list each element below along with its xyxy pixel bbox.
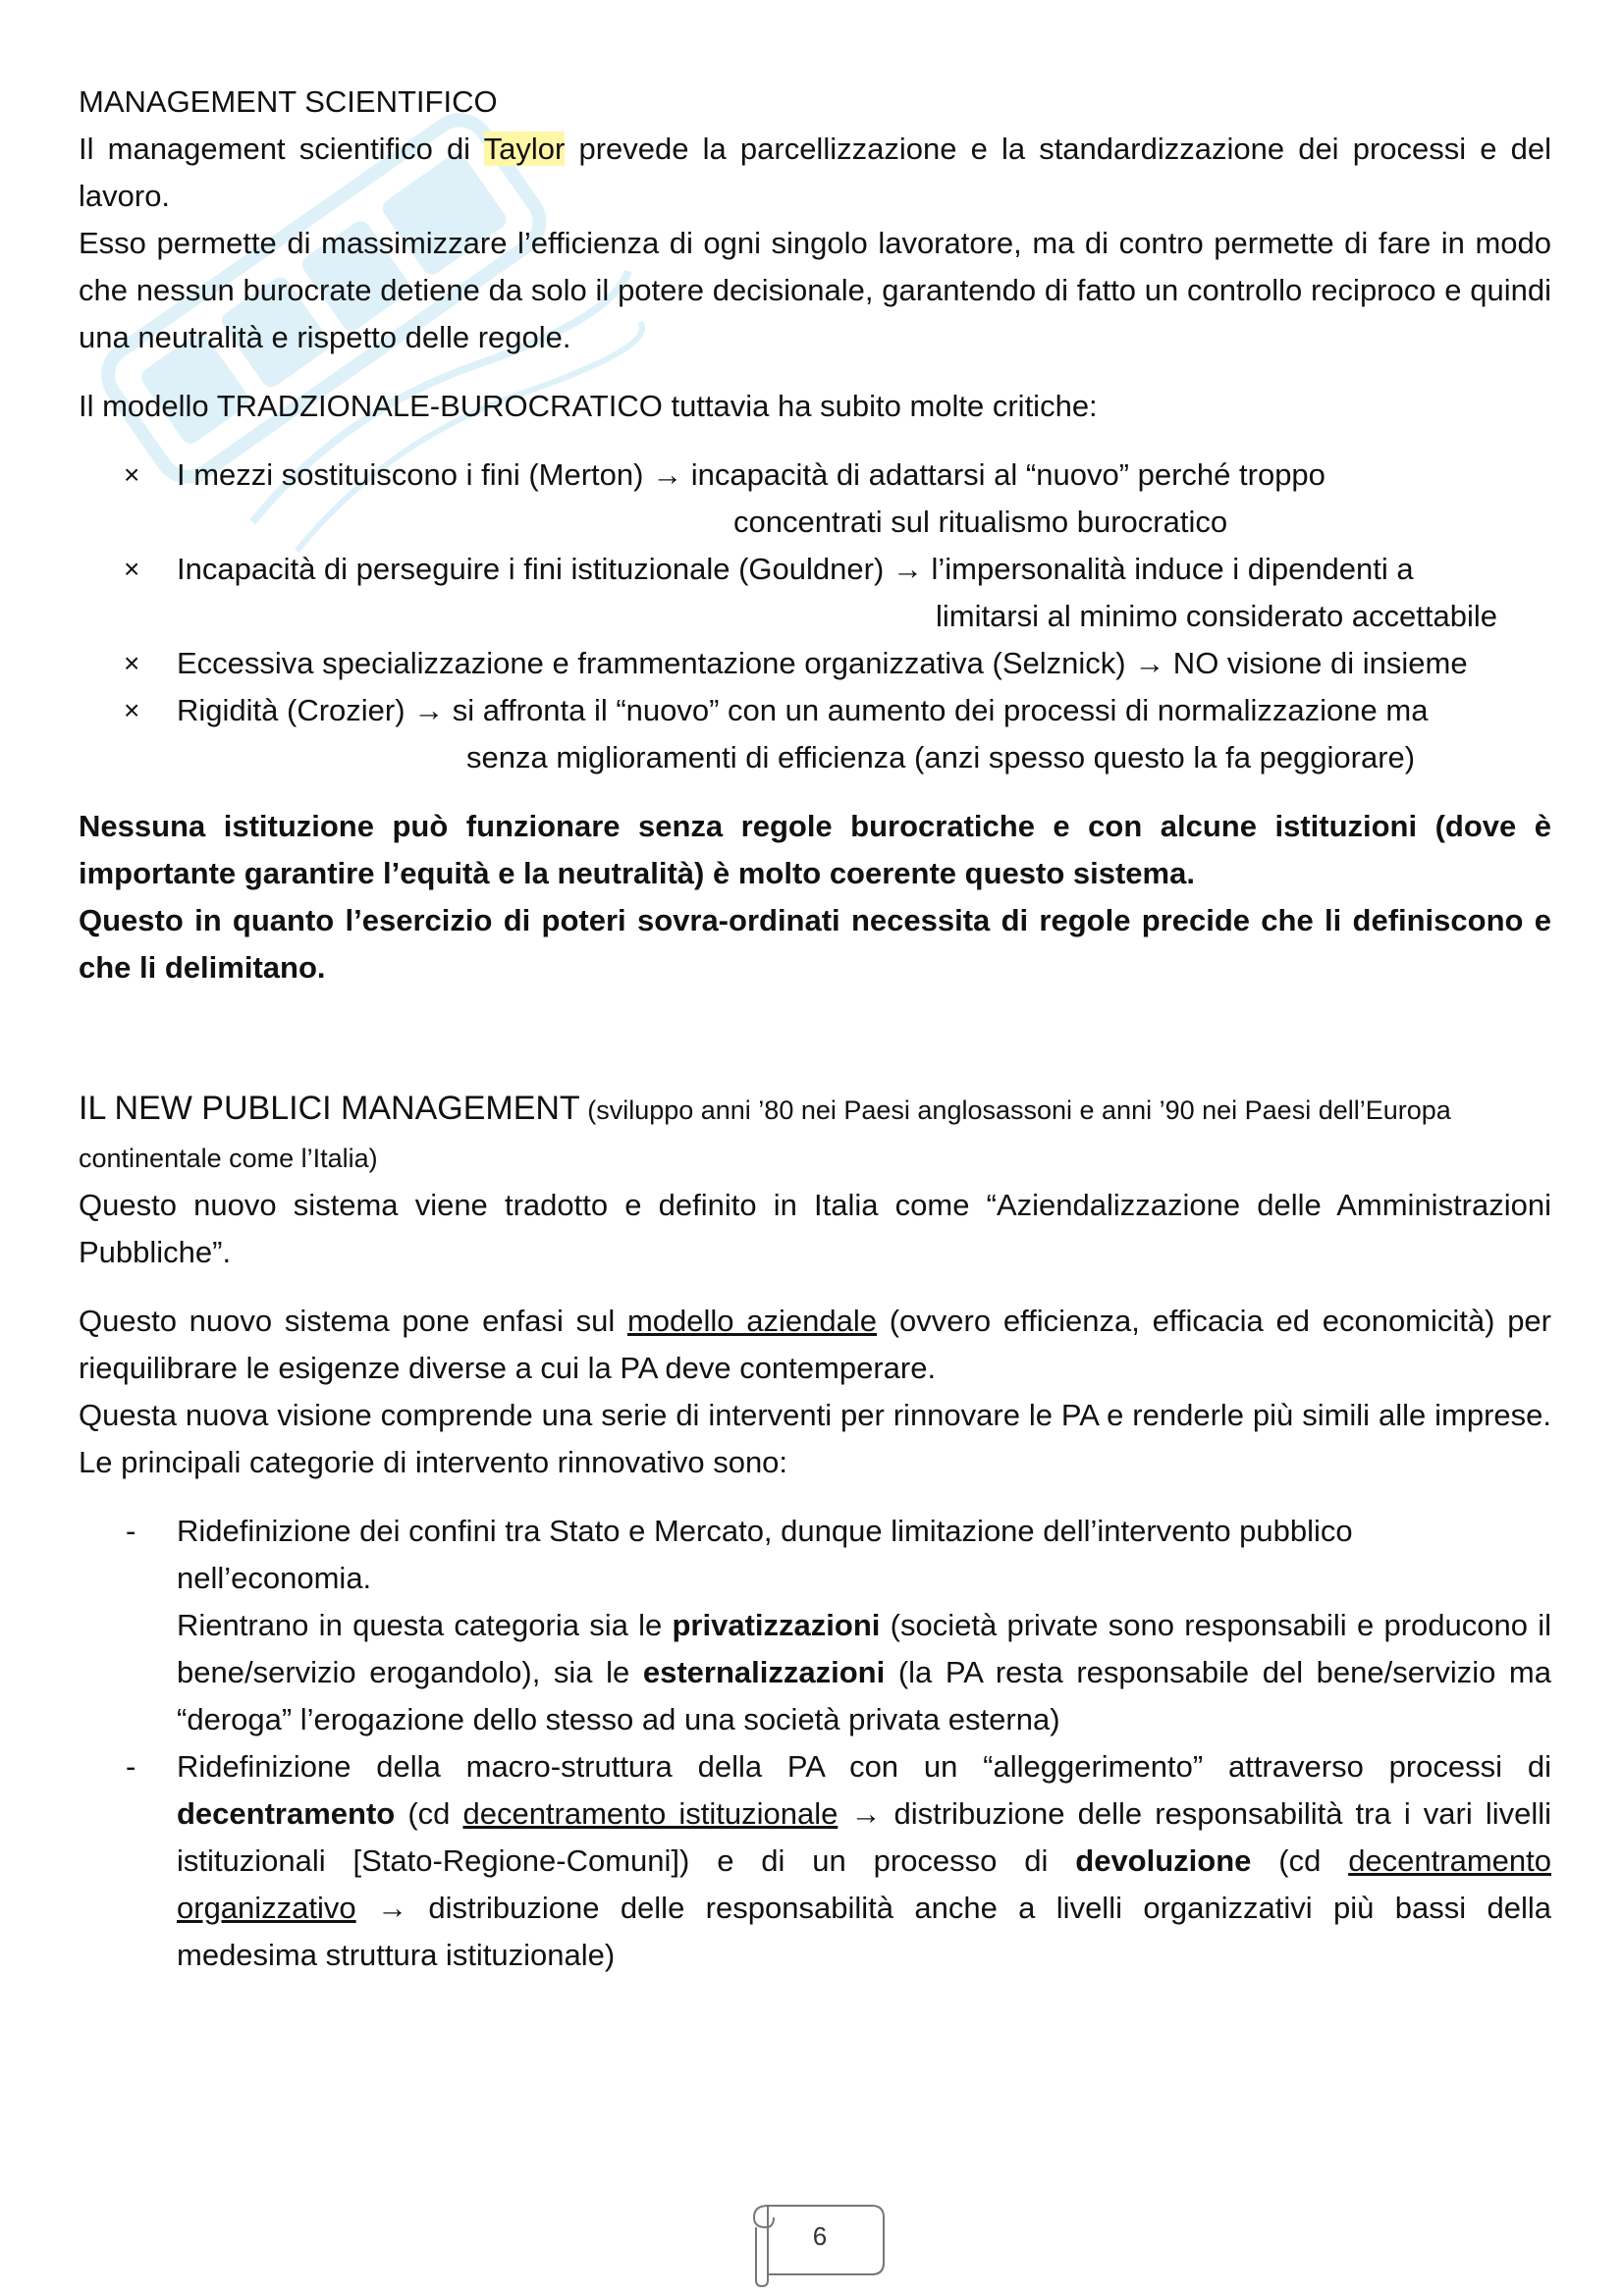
section-title-new-public-management: IL NEW PUBLICI MANAGEMENT (sviluppo anni ’80 nei Paesi anglosassoni e anni ’90 nei Paesi dell’Europa continentale come l’Italia) [79,1090,1451,1173]
list-item: - Ridefinizione della macro-struttura della PA con un “alleggerimento” attraverso processi di decentramento (cd decentramento istituzionale → distribuzione delle responsabilità tra i vari livelli istituzionali [Stato-Regione-Comuni]) e di un processo di devoluzione (cd decentramento organizzativo → distribuzione delle responsabilità anche a livelli organizzativi più bassi della medesima struttura istituzionale) [79,1743,1551,1979]
intervention-list [79,1508,1551,1979]
bold-conclusion-1: Nessuna istituzione può funzionare senza regole burocratiche e con alcune istituzioni (dove è importante garantire l’equità e la neutralità) è molto coerente questo sistema. [79,809,1551,890]
section-title-management-scientifico: MANAGEMENT SCIENTIFICO [79,84,498,119]
paragraph-efficienza: Esso permette di massimizzare l’efficienza di ogni singolo lavoratore, ma di contro permette di fare in modo che nessun burocrate detiene da solo il potere decisionale, garantendo di fatto un controllo reciproco e quindi una neutralità e rispetto delle regole. [79,226,1551,354]
highlight-taylor: Taylor [483,132,566,166]
paragraph-interventi: Questa nuova visione comprende una serie di interventi per rinnovare le PA e renderle più simili alle imprese. Le principali categorie di intervento rinnovativo sono: [79,1398,1551,1479]
page-number-scroll [746,2194,893,2287]
criticism-list [79,452,1551,781]
paragraph-modello-aziendale: Questo nuovo sistema pone enfasi sul modello aziendale (ovvero efficienza, efficacia ed economicità) per riequilibrare le esigenze diverse a cui la PA deve contemperare. [79,1304,1551,1385]
list-item: - Ridefinizione dei confini tra Stato e Mercato, dunque limitazione dell’intervento pubblico nell’economia. Rientrano in questa categoria sia le privatizzazioni (società private sono responsabili e producono il bene/servizio erogandolo), sia le esternalizzazioni (la PA resta responsabile del bene/servizio ma “deroga” l’erogazione dello stesso ad una società privata esterna) [79,1508,1551,1743]
underline-modello-aziendale: modello aziendale [626,1304,877,1338]
paragraph-aziendalizzazione: Questo nuovo sistema viene tradotto e definito in Italia come “Aziendalizzazione delle Amministrazioni Pubbliche”. [79,1188,1551,1269]
bullet-dash-icon: - [126,1514,136,1548]
paragraph-taylor: Il management scientifico di Taylor prevede la parcellizzazione e la standardizzazione dei processi e del lavoro. [79,132,1551,213]
page-number: 6 [812,2221,828,2251]
list-item: × I mezzi sostituiscono i fini (Merton) → incapacità di adattarsi al “nuovo” perché troppo concentrati sul ritualismo burocratico [79,452,1551,546]
list-item: × Eccessiva specializzazione e frammentazione organizzativa (Selznick) → NO visione di insieme [79,640,1551,687]
list-item: × Incapacità di perseguire i fini istituzionale (Gouldner) → l’impersonalità induce i dipendenti a limitarsi al minimo considerato accettabile [79,546,1551,640]
bullet-dash-icon: - [126,1749,136,1784]
section-subtitle: (sviluppo anni ’80 nei Paesi anglosassoni e anni ’90 nei Paesi dell’Europa continentale come l’Italia) [79,1095,1451,1173]
document-page [79,79,1551,1979]
bullet-cross-icon: × [124,459,140,490]
list-item: × Rigidità (Crozier) → si affronta il “nuovo” con un aumento dei processi di normalizzazione ma senza miglioramenti di efficienza (anzi spesso questo la fa peggiorare) [79,687,1551,781]
bullet-cross-icon: × [124,648,140,678]
bold-conclusion-2: Questo in quanto l’esercizio di poteri sovra-ordinati necessita di regole precide che li definiscono e che li delimitano. [79,903,1551,985]
bullet-cross-icon: × [124,554,140,584]
paragraph-critiche-intro: Il modello TRADZIONALE-BUROCRATICO tuttavia ha subito molte critiche: [79,389,1098,423]
bullet-cross-icon: × [124,695,140,725]
